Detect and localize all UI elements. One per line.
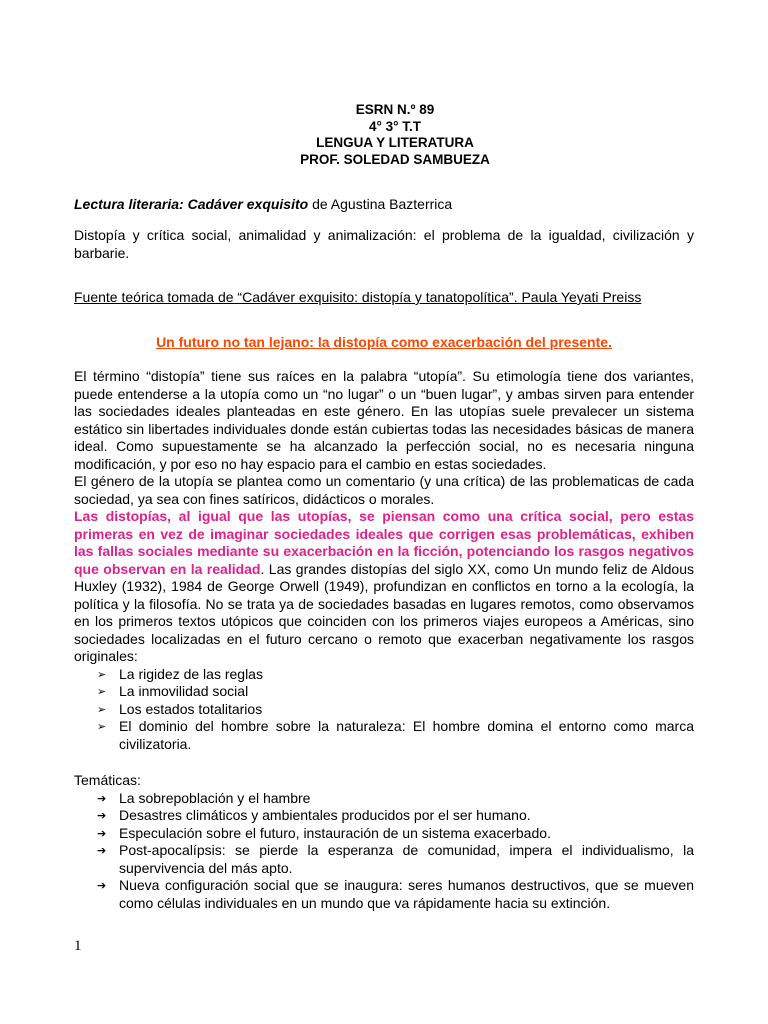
paragraph-dystopias-rest: . Las grandes distopías del siglo XX, como Un mundo feliz de Aldous Huxley (1932), 1984 de George Orwell (1949), profundizan en conflictos en torno a la ecología, la política y la filosofía. No se trata ya de sociedades basadas en lugares remotos, como observamos en los primeros textos utópicos que coinciden con los primeros viajes europeos a Américas, sino sociedades localizadas en el futuro cercano o remoto que exacerban negativamente los rasgos originales: bbox=[74, 560, 695, 664]
themes-line: Distopía y crítica social, animalidad y animalización: el problema de la igualdad, civilización y barbarie. bbox=[74, 227, 694, 261]
body-text bbox=[74, 368, 694, 753]
highlighted-text: Las distopías, al igual que las utopías, se piensan como una crítica social, pero estas primeras en vez de imaginar sociedades ideales que corrigen esas problemáticas, exhiben las fallas sociales mediante su exacerbación en la ficción, potenciando los rasgos negativos que observan en la realidad bbox=[74, 508, 694, 577]
tematicas-list bbox=[74, 790, 694, 913]
arrow-bullet-icon: ➔ bbox=[97, 844, 107, 857]
section-subtitle: Un futuro no tan lejano: la distopía como exacerbación del presente. bbox=[156, 334, 612, 350]
reading-line bbox=[74, 196, 694, 214]
arrowhead-bullet-icon: ➢ bbox=[97, 720, 107, 733]
list-item: ➔ Nueva configuración social que se inaugura: seres humanos destructivos, que se mueven como células individuales en un mundo que va rápidamente hacia su extinción. bbox=[97, 877, 694, 911]
arrow-bullet-icon: ➔ bbox=[97, 879, 107, 892]
page-number: 1 bbox=[74, 938, 82, 954]
list-item: ➢ La rigidez de las reglas bbox=[97, 665, 263, 682]
source-line: Fuente teórica tomada de “Cadáver exquisito: distopía y tanatopolítica”. Paula Yeyati Preiss bbox=[74, 289, 642, 305]
arrow-bullet-icon: ➔ bbox=[97, 809, 107, 822]
school-name: ESRN N.º 89 bbox=[355, 102, 435, 117]
list-item: ➢ El dominio del hombre sobre la naturaleza: El hombre domina el entorno como marca civilizatoria. bbox=[97, 718, 694, 752]
teacher-label: PROF. SOLEDAD SAMBUEZA bbox=[300, 151, 490, 167]
paragraph-utopia-genre: El género de la utopía se plantea como un comentario (y una crítica) de las problematicas de cada sociedad, ya sea con fines satíricos, didácticos o morales. bbox=[74, 473, 694, 507]
arrowhead-bullet-icon: ➢ bbox=[97, 685, 107, 698]
tematicas-label: Temáticas: bbox=[74, 772, 141, 788]
paragraph-etymology: El término “distopía” tiene sus raíces en la palabra “utopía”. Su etimología tiene dos variantes, puede entenderse a la utopía como un “no lugar” o un “buen lugar”, y ambas sirven para entender las sociedades ideales planteadas en este género. En las utopías suele prevalecer un sistema estático sin libertades individuales donde están cubiertas todas las necesidades básicas de manera ideal. Como supuestamente se ha alcanzado la perfección social, no es necesaria ninguna modificación, y por eso no hay espacio para el cambio en estas sociedades. bbox=[74, 368, 694, 472]
tematicas-section bbox=[74, 772, 694, 912]
arrow-bullet-icon: ➔ bbox=[97, 791, 107, 805]
arrow-bullet-icon: ➔ bbox=[97, 826, 107, 840]
reading-author: de Agustina Bazterrica bbox=[308, 196, 453, 212]
paragraph-dystopias bbox=[74, 508, 694, 666]
list-item: ➔ Especulación sobre el futuro, instauración de un sistema exacerbado. bbox=[97, 824, 551, 841]
arrowhead-bullet-icon: ➢ bbox=[97, 667, 107, 681]
list-item: ➔ Desastres climáticos y ambientales producidos por el ser humano. bbox=[97, 807, 531, 823]
reading-label: Lectura literaria: Cadáver exquisito bbox=[74, 196, 309, 212]
subject-label: LENGUA Y LITERATURA bbox=[316, 135, 474, 150]
list-item: ➔ La sobrepoblación y el hambre bbox=[97, 789, 311, 806]
features-list bbox=[74, 666, 694, 754]
arrowhead-bullet-icon: ➢ bbox=[97, 702, 107, 716]
document-header bbox=[0, 102, 768, 168]
list-item: ➢ Los estados totalitarios bbox=[97, 700, 263, 717]
list-item: ➔ Post-apocalípsis: se pierde la esperanza de comunidad, impera el individualismo, la supervivencia del más apto. bbox=[97, 842, 694, 876]
course-label: 4° 3° T.T bbox=[368, 118, 422, 134]
list-item: ➢ La inmovilidad social bbox=[97, 683, 249, 699]
